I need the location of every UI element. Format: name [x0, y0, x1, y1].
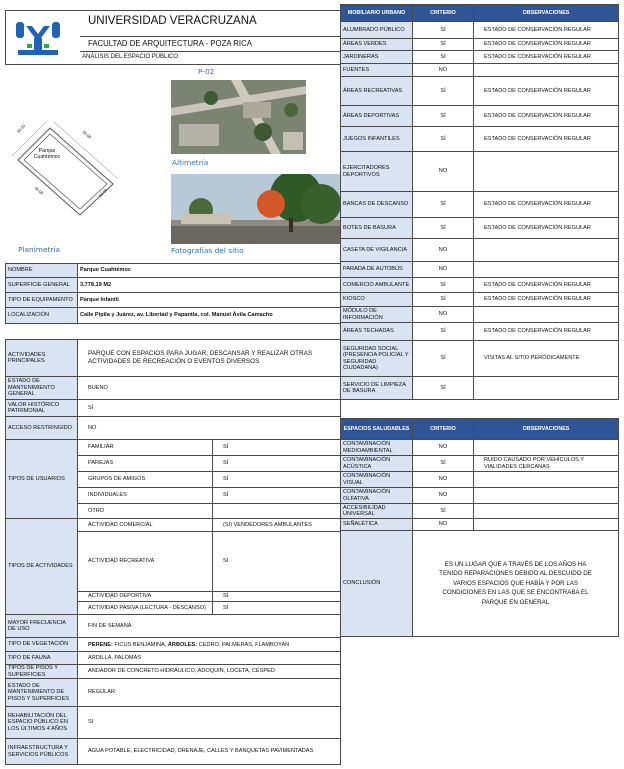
actividad-pasiva: ACTIVIDAD PASIVA (LECTURA - DESCANSO): [77, 601, 213, 615]
plan-dim-3: 40.00: [33, 185, 45, 196]
value-localizacion: Calle Pipila y Juárez, av. Libertad y Papantla, col. Manuel Ávila Camacho: [77, 307, 341, 324]
mobiliario-header-name: MOBILIARIO URBANO: [340, 4, 413, 22]
saludables-row-criterio: NO: [412, 439, 474, 456]
actividad-deportiva: ACTIVIDAD DEPORTIVA: [77, 591, 213, 602]
saludables-row-criterio: NO: [412, 518, 474, 531]
mobiliario-row-name: COMERCIO AMBULANTE: [340, 277, 413, 293]
mobiliario-row-criterio: SÍ: [412, 50, 474, 64]
faculty-title: FACULTAD DE ARQUITECTURA - POZA RICA: [88, 39, 252, 48]
mobiliario-row-criterio: SÍ: [412, 340, 474, 377]
mobiliario-row-name: ÁREAS DEPORTIVAS: [340, 105, 413, 127]
label-pisos: TIPOS DE PISOS Y SUPERFICIES: [5, 664, 78, 679]
mobiliario-row-criterio: NO: [412, 151, 474, 192]
value-estado-mantenimiento: BUENO: [77, 376, 341, 400]
actividad-comercial-value: (SÍ) VENDEDORES AMBULANTES: [212, 518, 341, 532]
mobiliario-row-name: BOTES DE BASURA: [340, 217, 413, 239]
saludables-row-criterio: SÍ: [412, 503, 474, 519]
value-superficie: 3,778.19 M2: [77, 277, 341, 293]
mobiliario-row-name: ÁREAS TECHADAS: [340, 322, 413, 341]
mobiliario-row-criterio: SÍ: [412, 277, 474, 293]
mobiliario-row-observaciones: ESTADO DE CONSERVACIÓN REGULAR: [473, 21, 619, 39]
mobiliario-row-name: EJERCITADORES DEPORTIVOS: [340, 151, 413, 192]
mobiliario-row-name: JARDINERAS: [340, 50, 413, 64]
plan-dim-2: 30.00: [15, 123, 27, 134]
mobiliario-row-observaciones: ESTADO DE CONSERVACIÓN REGULAR: [473, 322, 619, 341]
mobiliario-row-criterio: SÍ: [412, 322, 474, 341]
usuario-grupos-value: SÍ: [212, 471, 341, 488]
mobiliario-row-name: PARADA DE AUTOBÚS: [340, 261, 413, 278]
label-rehabilitacion: REHABILITACIÓN DEL ESPACIO PÚBLICO EN LOS ÚLTIMOS 4 AÑOS: [5, 706, 78, 739]
title-divider-2: [80, 51, 341, 52]
fotografias-caption: Fotografías del sitio: [171, 246, 244, 255]
mobiliario-row-criterio: SÍ: [412, 292, 474, 307]
mobiliario-row-name: KIOSCO: [340, 292, 413, 307]
label-actividades-principales: ACTIVIDADES PRINCIPALES: [5, 339, 78, 377]
saludables-header-name: ESPACIOS SALUDABLES: [340, 418, 413, 440]
value-equipamiento: Parque Infantil: [77, 292, 341, 308]
mobiliario-header-criterio: CRITERIO: [412, 4, 474, 22]
label-frecuencia: MAYOR FRECUENCIA DE USO: [5, 614, 78, 638]
aerial-photo: [171, 80, 306, 154]
label-estado-mantenimiento: ESTADO DE MANTENIMIENTO GENERAL: [5, 376, 78, 400]
mobiliario-row-observaciones: [473, 151, 619, 192]
value-nombre: Parque Cuahtémoc: [77, 263, 341, 278]
vegetacion-perene-label: PERENE:: [88, 642, 113, 648]
site-photo: [171, 174, 341, 244]
label-equipamiento: TIPO DE EQUIPAMENTO: [5, 292, 78, 308]
mobiliario-row-criterio: SÍ: [412, 217, 474, 239]
saludables-row-criterio: NO: [412, 487, 474, 504]
usuario-individuales-value: SÍ: [212, 487, 341, 504]
saludables-row-name: SEÑALÉTICA: [340, 518, 413, 531]
saludables-row-name: CONTAMINACIÓN OLFATIVA: [340, 487, 413, 504]
usuario-parejas-value: SÍ: [212, 455, 341, 472]
university-title: UNIVERSIDAD VERACRUZANA: [88, 15, 257, 27]
usuario-familiar: FAMILIAR: [77, 439, 213, 456]
value-frecuencia: FIN DE SEMANA: [77, 614, 341, 638]
mobiliario-row-name: FUENTES: [340, 63, 413, 77]
mobiliario-row-observaciones: VISITAS AL SITIO PERÓDICAMENTE: [473, 340, 619, 377]
mobiliario-row-name: JUEGOS INFANTILES: [340, 126, 413, 152]
label-conclusion: CONCLUSIÓN: [340, 530, 413, 637]
mobiliario-row-observaciones: [473, 261, 619, 278]
value-fauna: ARDILLA, PALOMAS: [77, 651, 341, 665]
label-mantenimiento-pisos: ESTADO DE MANTENIMIENTO DE PISOS Y SUPERFICIES: [5, 678, 78, 707]
usuario-parejas: PAREJAS: [77, 455, 213, 472]
mobiliario-row-criterio: NO: [412, 261, 474, 278]
label-nombre: NOMBRE: [5, 263, 78, 278]
mobiliario-row-name: BANCAS DE DESCANSO: [340, 191, 413, 218]
mobiliario-row-observaciones: ESTADO DE CONSERVACIÓN REGULAR: [473, 277, 619, 293]
label-infraestructura: INFRAESTRUCTURA Y SERVICIOS PÚBLICOS: [5, 738, 78, 765]
mobiliario-row-observaciones: [473, 306, 619, 323]
value-infraestructura: AGUA POTABLE, ELECTRICIDAD, DRENAJE, CALLES Y BANQUETAS PAVIMENTADAS: [77, 738, 341, 765]
mobiliario-row-observaciones: [473, 238, 619, 262]
label-tipos-usuarios: TIPOS DE USUARIOS: [5, 439, 78, 519]
mobiliario-header-obs: OBSERVACIONES: [473, 4, 619, 22]
mobiliario-row-observaciones: [473, 376, 619, 400]
label-tipos-actividades: TIPOS DE ACTIVIDADES: [5, 518, 78, 615]
usuario-otro: OTRO: [77, 503, 213, 519]
planimetria-caption: Planimetría: [18, 245, 61, 254]
label-superficie: SUPERFICIE GENERAL: [5, 277, 78, 293]
mobiliario-row-observaciones: ESTADO DE CONSERVACIÓN REGULAR: [473, 217, 619, 239]
mobiliario-row-criterio: SÍ: [412, 126, 474, 152]
saludables-row-observaciones: [473, 487, 619, 504]
mobiliario-row-criterio: SÍ: [412, 105, 474, 127]
altimetria-caption: Altimetría: [172, 158, 209, 167]
university-logo: [12, 20, 64, 60]
value-acceso-restringido: NO: [77, 416, 341, 440]
saludables-row-name: CONTAMINACIÓN VISUAL: [340, 471, 413, 488]
saludables-row-observaciones: RUIDO CAUSADO POR VEHÍCULOS Y VIALIDADES CERCANAS: [473, 455, 619, 472]
mobiliario-row-name: MÓDULO DE INFORMACIÓN: [340, 306, 413, 323]
mobiliario-row-observaciones: ESTADO DE CONSERVACIÓN REGULAR: [473, 50, 619, 64]
usuario-familiar-value: SÍ: [212, 439, 341, 456]
mobiliario-row-observaciones: ESTADO DE CONSERVACIÓN REGULAR: [473, 105, 619, 127]
saludables-header-criterio: CRITERIO: [412, 418, 474, 440]
sheet-code: P-02: [198, 67, 215, 76]
mobiliario-row-criterio: NO: [412, 238, 474, 262]
label-fauna: TIPO DE FAUNA: [5, 651, 78, 665]
actividad-comercial: ACTIVIDAD COMERCIAL: [77, 518, 213, 532]
mobiliario-row-observaciones: ESTADO DE CONSERVACIÓN REGULAR: [473, 126, 619, 152]
mobiliario-row-observaciones: ESTADO DE CONSERVACIÓN REGULAR: [473, 292, 619, 307]
saludables-row-name: CONTAMINACIÓN ACÚSTICA: [340, 455, 413, 472]
title-divider: [80, 36, 341, 37]
plan-dim-1: 50.00: [81, 129, 93, 140]
saludables-row-criterio: SÍ: [412, 455, 474, 472]
plan-dim-4: 50.00: [97, 187, 109, 198]
saludables-row-name: CONTAMINACIÓN MEDIOAMBIENTAL: [340, 439, 413, 456]
usuario-otro-value: [212, 503, 341, 519]
usuario-grupos: GRUPOS DE AMIGOS: [77, 471, 213, 488]
label-localizacion: LOCALIZACIÓN: [5, 307, 78, 324]
mobiliario-row-criterio: SÍ: [412, 376, 474, 400]
mobiliario-row-criterio: SÍ: [412, 76, 474, 106]
value-valor-historico: SÍ: [77, 399, 341, 417]
value-vegetacion: [77, 637, 341, 652]
analysis-title: ANÁLISIS DEL ESPACIO PÚBLICO: [82, 54, 179, 60]
mobiliario-row-name: ÁREAS VERDES: [340, 38, 413, 51]
actividad-pasiva-value: SÍ: [212, 601, 341, 615]
plan-label: Parque Cuahtémoc: [33, 148, 61, 160]
mobiliario-row-name: ALUMBRADO PÚBLICO: [340, 21, 413, 39]
saludables-row-observaciones: [473, 503, 619, 519]
label-acceso-restringido: ACCESO RESTRINGIDO: [5, 416, 78, 440]
mobiliario-row-name: ÁREAS RECREATIVAS: [340, 76, 413, 106]
mobiliario-row-name: SEGURIDAD SOCIAL (PRESENCIA POLICIAL Y SEGURIDAD CIUDADANA): [340, 340, 413, 377]
saludables-row-observaciones: [473, 439, 619, 456]
vegetacion-arboles-value: CEDRO, PALMERAS, FLAMBOYAN: [197, 642, 290, 648]
saludables-row-criterio: NO: [412, 471, 474, 488]
mobiliario-row-criterio: SÍ: [412, 38, 474, 51]
actividad-recreativa: ACTIVIDAD RECREATIVA: [77, 531, 213, 592]
saludables-row-observaciones: [473, 471, 619, 488]
value-mantenimiento-pisos: REGULAR: [77, 678, 341, 707]
mobiliario-row-observaciones: ESTADO DE CONSERVACIÓN REGULAR: [473, 38, 619, 51]
usuario-individuales: INDIVIDUALES: [77, 487, 213, 504]
label-valor-historico: VALOR HISTÓRICO PATRIMONIAL: [5, 399, 78, 417]
value-rehabilitacion: SÍ: [77, 706, 341, 739]
mobiliario-row-name: CASETA DE VIGILANCIA: [340, 238, 413, 262]
mobiliario-row-name: SERVICIO DE LIMPIEZA DE BASURA: [340, 376, 413, 400]
vegetacion-perene-value: FICUS BENJAMINA,: [112, 642, 168, 648]
mobiliario-row-criterio: SÍ: [412, 191, 474, 218]
saludables-header-obs: OBSERVACIONES: [473, 418, 619, 440]
actividad-recreativa-value: SÍ: [212, 531, 341, 592]
site-plan-drawing: [8, 118, 123, 218]
mobiliario-row-observaciones: ESTADO DE CONSERVACIÓN REGULAR: [473, 76, 619, 106]
value-conclusion: ES UN LUGAR QUE A TRAVÉS DE LOS AÑOS HA TENIDO REPARACIONES DEBIDO AL DESCUIDO DE VARIOS ESPACIOS QUE HABÍA Y POR LAS CONDICIONES EN LAS QUE SE ENCONTRABA EL PARQUE EN GENERAL: [412, 530, 619, 637]
saludables-row-name: ACCESIBILIDAD UNIVERSAL: [340, 503, 413, 519]
mobiliario-row-observaciones: ESTADO DE CONSERVACIÓN REGULAR: [473, 191, 619, 218]
mobiliario-row-criterio: SÍ: [412, 21, 474, 39]
actividad-deportiva-value: SÍ: [212, 591, 341, 602]
value-pisos: ANDADOR DE CONCRETO HIDRÁULICO, ADOQUÍN, LOCETA, CÉSPED: [77, 664, 341, 679]
value-actividades-principales: PARQUE CON ESPACIOS PARA JUGAR, DESCANSAR Y REALIZAR OTRAS ACTIVIDADES DE RECREACIÓN O EVENTOS DIVERSOS: [77, 339, 341, 377]
vegetacion-arboles-label: ÁRBOLES:: [167, 642, 198, 648]
label-vegetacion: TIPO DE VEGETACIÓN: [5, 637, 78, 652]
mobiliario-row-criterio: NO: [412, 306, 474, 323]
mobiliario-row-observaciones: [473, 63, 619, 77]
mobiliario-row-criterio: NO: [412, 63, 474, 77]
